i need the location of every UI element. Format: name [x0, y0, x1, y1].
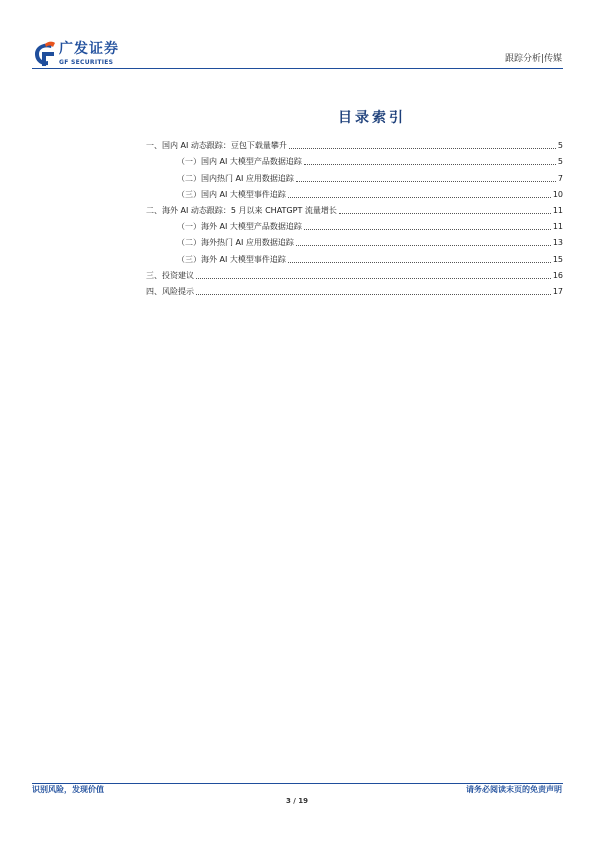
toc-title: 目录索引	[338, 110, 406, 126]
toc-item[interactable]	[146, 265, 563, 281]
toc-item-label: （三）国内 AI 大模型事件追踪	[177, 189, 286, 199]
toc-dot-leader	[196, 294, 551, 295]
toc-item[interactable]	[146, 232, 563, 248]
toc-item[interactable]	[146, 184, 563, 200]
toc-item-label: （二）海外热门 AI 应用数据追踪	[177, 238, 294, 248]
toc-dot-leader	[288, 197, 551, 198]
table-of-contents	[146, 135, 563, 297]
company-name: 广发证券	[59, 41, 119, 57]
toc-item-page: 17	[552, 286, 563, 296]
toc-dot-leader	[339, 213, 551, 214]
toc-item-page: 11	[552, 205, 563, 215]
toc-item-label: 四、风险提示	[146, 286, 194, 296]
header-divider	[32, 68, 563, 69]
toc-dot-leader	[304, 229, 551, 230]
toc-item[interactable]	[146, 167, 563, 183]
toc-item-page: 10	[552, 189, 563, 199]
toc-item[interactable]	[146, 151, 563, 167]
page-number: 3 / 19	[285, 797, 309, 805]
toc-item-page: 5	[557, 141, 563, 151]
company-logo	[32, 40, 132, 68]
toc-item-label: （二）国内热门 AI 应用数据追踪	[177, 173, 294, 183]
toc-item-page: 16	[552, 270, 563, 280]
toc-item-label: （三）海外 AI 大模型事件追踪	[177, 254, 286, 264]
toc-item-page: 11	[552, 222, 563, 232]
toc-item[interactable]	[146, 216, 563, 232]
toc-item-page: 13	[552, 238, 563, 248]
toc-item[interactable]	[146, 248, 563, 264]
toc-dot-leader	[288, 262, 551, 263]
toc-dot-leader	[196, 278, 551, 279]
report-type: 跟踪分析|传媒	[504, 54, 562, 64]
toc-dot-leader	[289, 148, 556, 149]
toc-item-page: 15	[552, 254, 563, 264]
toc-item[interactable]	[146, 135, 563, 151]
toc-dot-leader	[296, 245, 551, 246]
company-name-en: GF SECURITIES	[59, 59, 114, 66]
footer-disclaimer: 请务必阅读末页的免责声明	[466, 785, 562, 794]
gf-logo-icon	[32, 40, 56, 68]
toc-item-label: 二、海外 AI 动态跟踪：5 月以来 CHATGPT 流量增长	[146, 205, 337, 215]
footer-slogan: 识别风险，发现价值	[32, 785, 104, 794]
toc-item[interactable]	[146, 281, 563, 297]
toc-item-label: （一）国内 AI 大模型产品数据追踪	[177, 157, 302, 167]
toc-item[interactable]	[146, 200, 563, 216]
toc-item-label: 三、投资建议	[146, 270, 194, 280]
toc-item-label: 一、国内 AI 动态跟踪：豆包下载量攀升	[146, 141, 287, 151]
toc-item-page: 7	[557, 173, 563, 183]
toc-dot-leader	[296, 181, 556, 182]
toc-item-page: 5	[557, 157, 563, 167]
toc-item-label: （一）海外 AI 大模型产品数据追踪	[177, 222, 302, 232]
toc-dot-leader	[304, 164, 556, 165]
